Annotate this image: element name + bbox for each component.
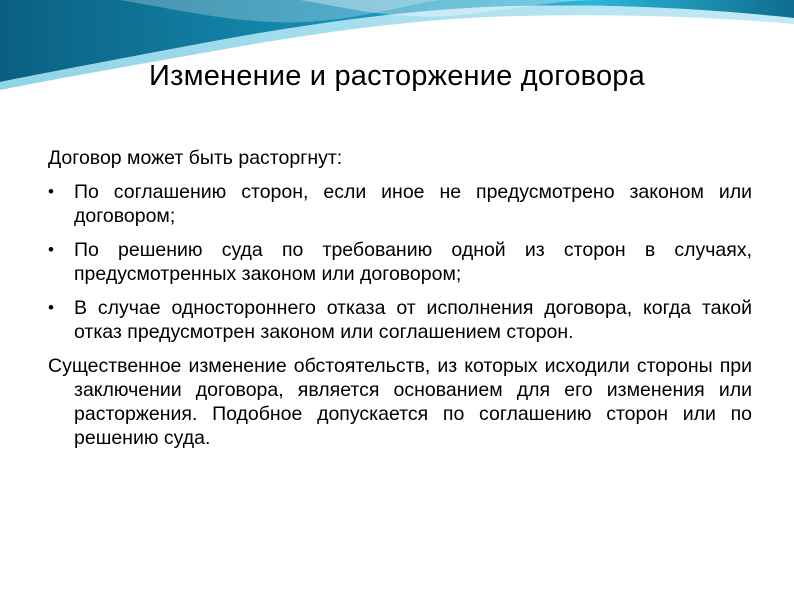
bullet-dot-icon: • [48,298,54,317]
slide-title: Изменение и расторжение договора [149,60,645,92]
list-item-text: По соглашению сторон, если иное не предусмотрено законом или договором; [74,181,752,227]
intro-text: Договор может быть расторгнут: [48,147,343,169]
bullet-dot-icon: • [48,240,54,259]
list-item [48,296,752,344]
list-item-text: В случае одностороннего отказа от исполнения договора, когда такой отказ предусмотрен законом или соглашением сторон. [74,297,752,343]
termination-grounds-list [48,180,752,344]
list-item-text: По решению суда по требованию одной из сторон в случаях, предусмотренных законом или договором; [74,239,752,285]
list-item [48,180,752,228]
list-item [48,238,752,286]
closing-paragraph: Существенное изменение обстоятельств, из которых исходили стороны при заключении договора, является основанием для его изменения или расторжения. Подобное допускается по соглашению сторон или по решению суда. [48,355,752,449]
bullet-dot-icon: • [48,182,54,201]
slide-body [48,146,752,450]
